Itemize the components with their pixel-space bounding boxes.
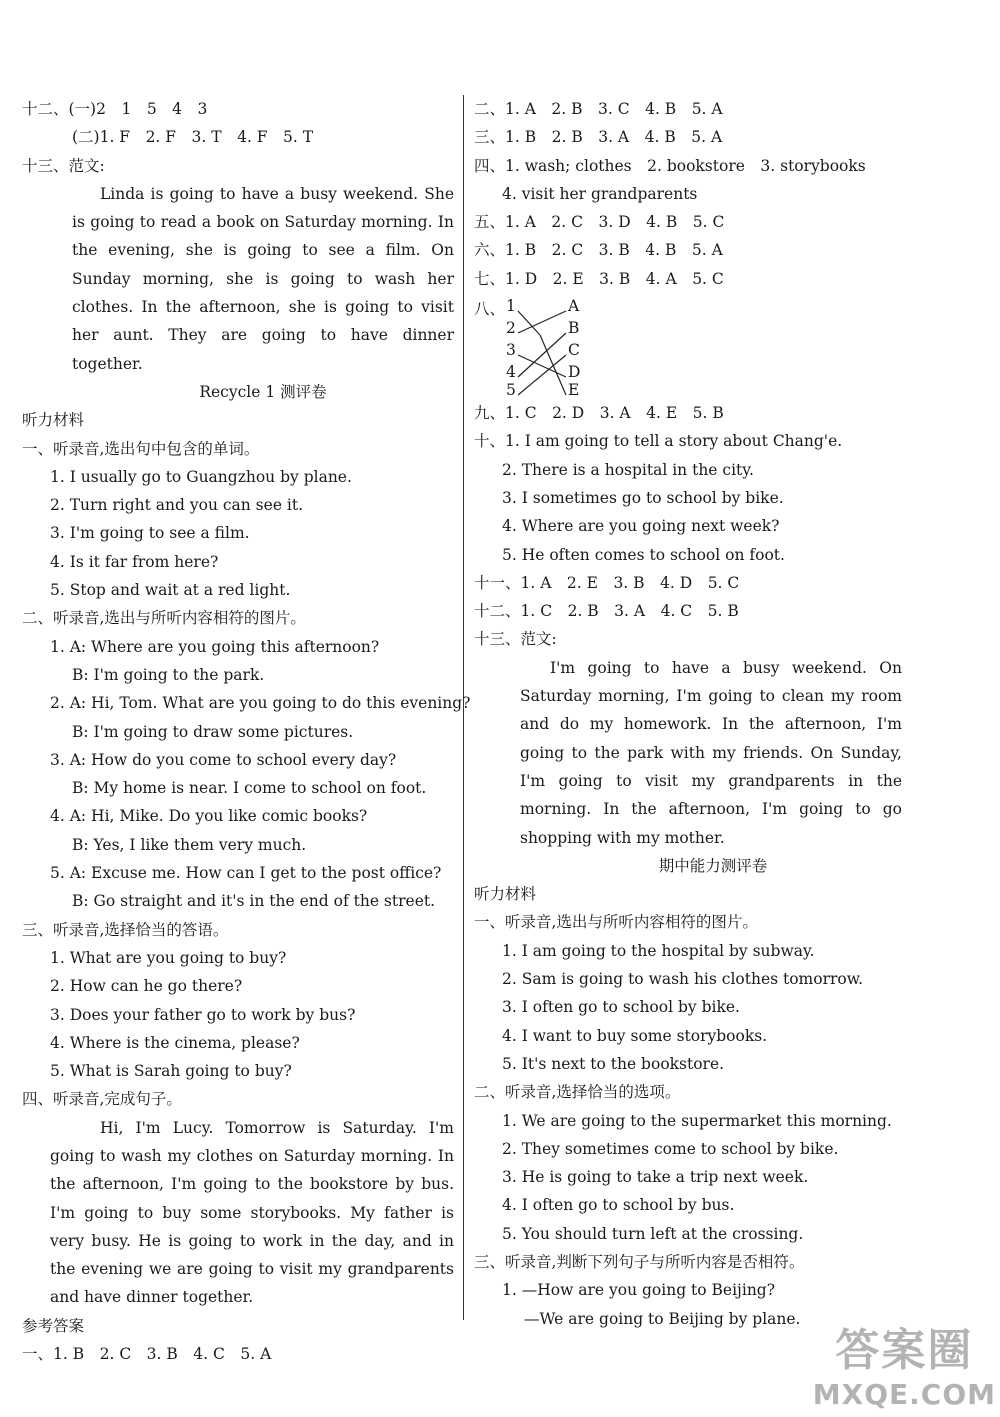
- watermark-logo: [813, 1314, 996, 1411]
- answers-label: 参考答案: [22, 1316, 85, 1335]
- s3-item: 1. What are you going to buy?: [50, 948, 287, 967]
- m1-item: 1. I am going to the hospital by subway.: [502, 941, 815, 960]
- s2-item: B: My home is near. I come to school on foot.: [72, 779, 427, 798]
- answer-8-label: 八、: [474, 300, 506, 319]
- match-right-label: B: [568, 319, 580, 338]
- q12-line2: (二)1. F 2. F 3. T 4. F 5. T: [72, 128, 314, 147]
- m1-item: 4. I want to buy some storybooks.: [502, 1026, 768, 1045]
- s4-heading: 四、听录音,完成句子。: [22, 1090, 182, 1109]
- match-left-label: 4: [506, 363, 516, 382]
- m2-item: 2. They sometimes come to school by bike.: [502, 1139, 839, 1158]
- m3-item: —We are going to Beijing by plane.: [524, 1309, 801, 1328]
- answer-4-line1: 四、1. wash; clothes 2. bookstore 3. storybooks: [474, 156, 866, 175]
- m3-item: 1. —How are you going to Beijing?: [502, 1281, 776, 1300]
- answer-2: 二、1. A 2. B 3. C 4. B 5. A: [474, 100, 723, 118]
- m2-item: 1. We are going to the supermarket this morning.: [502, 1111, 892, 1130]
- s3-item: 3. Does your father go to work by bus?: [50, 1005, 356, 1024]
- s2-item: 5. A: Excuse me. How can I get to the post office?: [50, 864, 442, 883]
- answer-3: 三、1. B 2. B 3. A 4. B 5. A: [474, 128, 723, 147]
- answer-11: 十一、1. A 2. E 3. B 4. D 5. C: [474, 573, 740, 592]
- s2-item: 3. A: How do you come to school every day?: [50, 750, 397, 769]
- s1-item: 2. Turn right and you can see it.: [50, 496, 304, 515]
- answer-4-line2: 4. visit her grandparents: [502, 184, 698, 203]
- answer-8-matching: [474, 293, 906, 400]
- s4-paragraph: Hi, I'm Lucy. Tomorrow is Saturday. I'm going to wash my clothes on Saturday morning. In the afternoon, I'm going to the bookstore by bus. I'm going to buy some storybooks. My father is very busy. He is going to work in the day, and in the evening we are going to visit my grandparents and have dinner together.: [50, 1118, 454, 1307]
- left-column: [22, 95, 471, 1368]
- m1-heading: 一、听录音,选出与所听内容相符的图片。: [474, 913, 758, 932]
- s1-item: 4. Is it far from here?: [50, 552, 219, 571]
- s2-item: B: I'm going to the park.: [72, 665, 265, 684]
- essay-weekend: I'm going to have a busy weekend. On Saturday morning, I'm going to clean my room and do my homework. In the afternoon, I'm going to the park with my friends. On Sunday, I'm going to visit my grandparents in the morning. In the afternoon, I'm going to go shopping with my mother.: [520, 658, 902, 847]
- m2-heading: 二、听录音,选择恰当的选项。: [474, 1083, 681, 1102]
- s3-heading: 三、听录音,选择恰当的答语。: [22, 920, 229, 939]
- answer-9: 九、1. C 2. D 3. A 4. E 5. B: [474, 404, 724, 423]
- s2-heading: 二、听录音,选出与所听内容相符的图片。: [22, 609, 306, 628]
- match-line: [518, 355, 566, 395]
- answer-6: 六、1. B 2. C 3. B 4. B 5. A: [474, 241, 723, 260]
- answer-10-item: 2. There is a hospital in the city.: [502, 460, 754, 479]
- answer-5: 五、1. A 2. C 3. D 4. B 5. C: [474, 213, 725, 232]
- watermark-url: MXQE.COM: [812, 1378, 996, 1411]
- s2-item: B: I'm going to draw some pictures.: [72, 722, 354, 741]
- q13-label: 十三、范文:: [22, 156, 105, 175]
- match-line: [518, 355, 566, 377]
- s3-item: 4. Where is the cinema, please?: [50, 1033, 300, 1052]
- match-left-label: 1: [506, 297, 516, 316]
- m1-item: 2. Sam is going to wash his clothes tomorrow.: [502, 970, 864, 989]
- match-right-label: E: [568, 381, 580, 400]
- recycle-title: Recycle 1 测评卷: [199, 382, 327, 401]
- answer-10-item: 4. Where are you going next week?: [502, 517, 780, 536]
- match-left-label: 3: [506, 341, 516, 360]
- matching-lines: [474, 293, 614, 403]
- m2-item: 3. He is going to take a trip next week.: [502, 1168, 809, 1187]
- match-left-label: 2: [506, 319, 516, 338]
- match-right-label: D: [568, 363, 581, 382]
- s3-item: 5. What is Sarah going to buy?: [50, 1062, 292, 1081]
- m1-item: 5. It's next to the bookstore.: [502, 1054, 725, 1073]
- match-left-label: 5: [506, 381, 516, 400]
- essay-linda: Linda is going to have a busy weekend. She is going to read a book on Saturday morning. In the evening, she is going to see a film. On Sunday morning, she is going to wash her clothes. In the afternoon, she is going to visit her aunt. They are going to have dinner together.: [72, 184, 454, 373]
- answer-10-item: 3. I sometimes go to school by bike.: [502, 488, 784, 507]
- m3-heading: 三、听录音,判断下列句子与所听内容是否相符。: [474, 1252, 805, 1271]
- match-right-label: C: [568, 341, 580, 360]
- s1-heading: 一、听录音,选出句中包含的单词。: [22, 439, 260, 458]
- answer-10-heading: 十、1. I am going to tell a story about Chang'e.: [474, 432, 843, 451]
- listening-label: 听力材料: [474, 885, 537, 904]
- s2-item: B: Yes, I like them very much.: [72, 835, 307, 854]
- answer-10-item: 5. He often comes to school on foot.: [502, 545, 785, 564]
- match-line: [518, 311, 566, 333]
- watermark-text: 答案圈: [835, 1325, 974, 1376]
- match-right-label: A: [568, 297, 580, 316]
- s1-item: 1. I usually go to Guangzhou by plane.: [50, 467, 352, 486]
- answer-1: 一、1. B 2. C 3. B 4. C 5. A: [22, 1345, 272, 1364]
- answer-12: 十二、1. C 2. B 3. A 4. C 5. B: [474, 602, 739, 621]
- m1-item: 3. I often go to school by bike.: [502, 998, 740, 1017]
- m2-item: 5. You should turn left at the crossing.: [502, 1224, 804, 1243]
- answer-13-label: 十三、范文:: [474, 630, 557, 649]
- s1-item: 3. I'm going to see a film.: [50, 524, 250, 543]
- right-column: [474, 95, 906, 1333]
- s2-item: 2. A: Hi, Tom. What are you going to do this evening?: [50, 694, 471, 713]
- listening-label: 听力材料: [22, 411, 85, 430]
- s3-item: 2. How can he go there?: [50, 977, 243, 996]
- midterm-title: 期中能力测评卷: [658, 856, 768, 875]
- s1-item: 5. Stop and wait at a red light.: [50, 581, 291, 600]
- s2-item: 4. A: Hi, Mike. Do you like comic books?: [50, 807, 368, 826]
- s2-item: 1. A: Where are you going this afternoon?: [50, 637, 380, 656]
- q12-line1: 十二、(一)2 1 5 4 3: [22, 100, 208, 118]
- m2-item: 4. I often go to school by bus.: [502, 1196, 735, 1215]
- s2-item: B: Go straight and it's in the end of the street.: [72, 892, 436, 911]
- match-line: [540, 335, 566, 395]
- answer-7: 七、1. D 2. E 3. B 4. A 5. C: [474, 269, 724, 288]
